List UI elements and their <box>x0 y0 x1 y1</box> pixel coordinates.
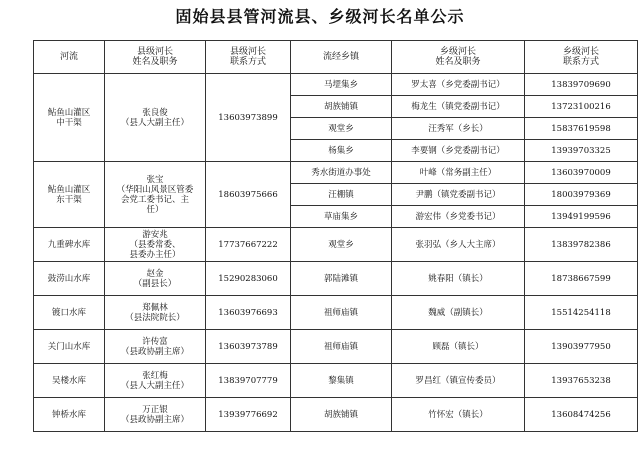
table-row <box>34 74 638 96</box>
river-name: 九重碑水库 <box>34 228 105 262</box>
town-name: 杨集乡 <box>291 140 392 162</box>
town-head-name: 张羽弘（乡人大主席） <box>392 228 525 262</box>
town-head-name: 汪秀军（乡长） <box>392 118 525 140</box>
town-head-name: 顾磊（镇长） <box>392 330 525 364</box>
river-name: 钟桥水库 <box>34 398 105 432</box>
page-title: 固始县县管河流县、乡级河长名单公示 <box>175 7 465 26</box>
town-name: 观堂乡 <box>291 228 392 262</box>
county-head-name: 赵金 （副县长） <box>105 262 206 296</box>
header-town-head: 乡级河长 姓名及职务 <box>392 41 525 74</box>
header-town-contact: 乡级河长 联系方式 <box>525 41 638 74</box>
town-contact-phone: 13939703325 <box>525 140 638 162</box>
town-contact-phone: 13839782386 <box>525 228 638 262</box>
town-head-name: 尹鹏（镇党委副书记） <box>392 184 525 206</box>
town-contact-phone: 13949199596 <box>525 206 638 228</box>
county-head-name: 郑佩林 （县法院院长） <box>105 296 206 330</box>
county-contact-phone: 15290283060 <box>206 262 291 296</box>
county-contact-phone: 13603973789 <box>206 330 291 364</box>
river-name: 鼓涝山水库 <box>34 262 105 296</box>
river-name: 关门山水库 <box>34 330 105 364</box>
table-row <box>34 330 638 364</box>
header-river: 河流 <box>34 41 105 74</box>
county-head-name: 游安兆 （县委常委、 县委办主任） <box>105 228 206 262</box>
town-contact-phone: 18738667599 <box>525 262 638 296</box>
town-name: 胡族铺镇 <box>291 398 392 432</box>
county-head-name: 张良俊 （县人大副主任） <box>105 74 206 162</box>
town-name: 观堂乡 <box>291 118 392 140</box>
header-county-head: 县级河长 姓名及职务 <box>105 41 206 74</box>
county-contact-phone: 13839707779 <box>206 364 291 398</box>
town-name: 马堽集乡 <box>291 74 392 96</box>
town-head-name: 竹怀宏（镇长） <box>392 398 525 432</box>
town-head-name: 姚春阳（镇长） <box>392 262 525 296</box>
river-name: 镀口水库 <box>34 296 105 330</box>
river-chief-table <box>33 40 638 432</box>
town-name: 胡族铺镇 <box>291 96 392 118</box>
town-head-name: 游宏伟（乡党委书记） <box>392 206 525 228</box>
town-contact-phone: 13937653238 <box>525 364 638 398</box>
table-row <box>34 296 638 330</box>
table-row <box>34 364 638 398</box>
river-name: 吴楼水库 <box>34 364 105 398</box>
town-contact-phone: 13903977950 <box>525 330 638 364</box>
town-name: 汪棚镇 <box>291 184 392 206</box>
county-head-name: 万正银 （县政协副主席） <box>105 398 206 432</box>
header-town: 流经乡镇 <box>291 41 392 74</box>
town-head-name: 梅龙生（镇党委副书记） <box>392 96 525 118</box>
town-contact-phone: 13723100216 <box>525 96 638 118</box>
header-county-contact: 县级河长 联系方式 <box>206 41 291 74</box>
table-row <box>34 398 638 432</box>
river-name: 鲇鱼山灌区 中干渠 <box>34 74 105 162</box>
table-row <box>34 262 638 296</box>
town-name: 黎集镇 <box>291 364 392 398</box>
town-name: 祖师庙镇 <box>291 330 392 364</box>
county-head-name: 张红梅 （县人大副主任） <box>105 364 206 398</box>
town-name: 秀水街道办事处 <box>291 162 392 184</box>
table-row <box>34 162 638 184</box>
table-row <box>34 228 638 262</box>
town-head-name: 魏威（副镇长） <box>392 296 525 330</box>
town-contact-phone: 13608474256 <box>525 398 638 432</box>
town-head-name: 罗太喜（乡党委副书记） <box>392 74 525 96</box>
county-contact-phone: 17737667222 <box>206 228 291 262</box>
river-name: 鲇鱼山灌区 东干渠 <box>34 162 105 228</box>
town-head-name: 李要钢（乡党委副书记） <box>392 140 525 162</box>
town-name: 草庙集乡 <box>291 206 392 228</box>
town-contact-phone: 18003979369 <box>525 184 638 206</box>
town-contact-phone: 15837619598 <box>525 118 638 140</box>
county-contact-phone: 13939776692 <box>206 398 291 432</box>
town-name: 祖师庙镇 <box>291 296 392 330</box>
county-head-name: 许传富 （县政协副主席） <box>105 330 206 364</box>
table-header-row <box>34 41 638 74</box>
town-contact-phone: 13839709690 <box>525 74 638 96</box>
county-contact-phone: 13603976693 <box>206 296 291 330</box>
town-head-name: 罗昌红（镇宣传委员） <box>392 364 525 398</box>
town-head-name: 叶峰（常务副主任） <box>392 162 525 184</box>
town-contact-phone: 15514254118 <box>525 296 638 330</box>
county-contact-phone: 18603975666 <box>206 162 291 228</box>
town-name: 郭陆滩镇 <box>291 262 392 296</box>
county-contact-phone: 13603973899 <box>206 74 291 162</box>
county-head-name: 张宝 （华阳山风景区管委 会党工委书记、主 任） <box>105 162 206 228</box>
town-contact-phone: 13603970009 <box>525 162 638 184</box>
